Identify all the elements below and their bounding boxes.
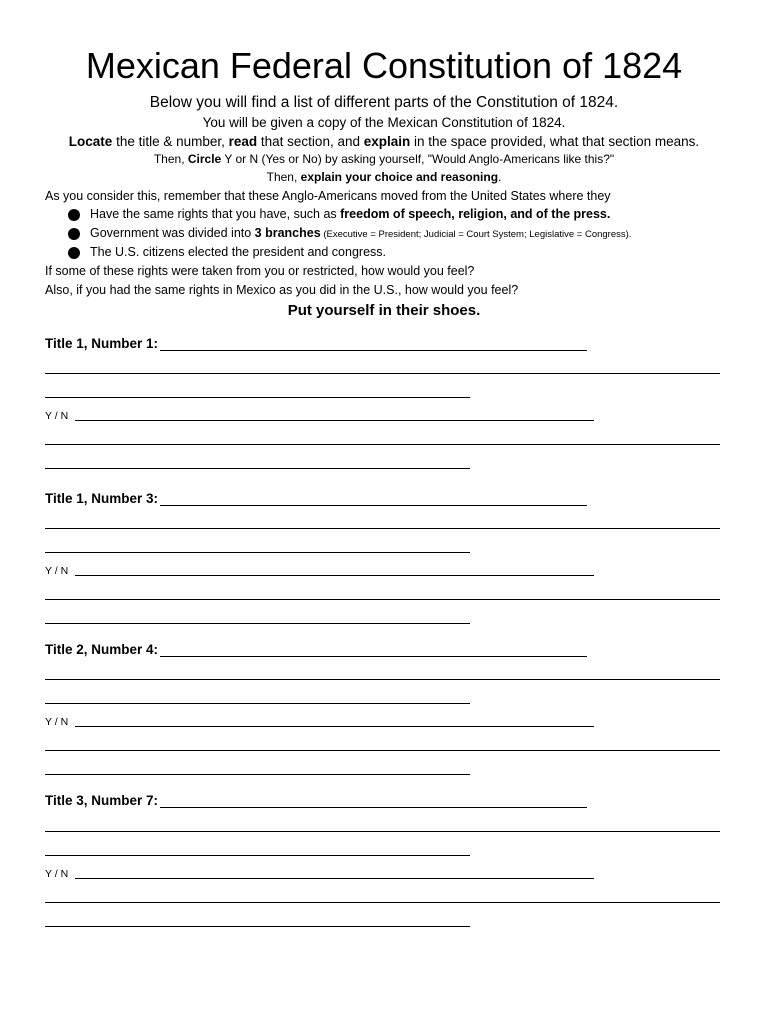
- yn-label[interactable]: Y / N: [45, 716, 69, 728]
- branches-note: (Executive = President; Judicial = Court System; Legislative = Congress).: [320, 229, 632, 240]
- bullet-bold: freedom of speech, religion, and of the press.: [340, 207, 611, 221]
- section-heading: [45, 335, 587, 352]
- answer-line[interactable]: [45, 679, 720, 680]
- explain-choice-phrase: explain your choice and reasoning: [300, 170, 499, 184]
- yn-label[interactable]: Y / N: [45, 565, 69, 577]
- instruction-text: that section, and: [257, 134, 364, 149]
- section-label: Title 2, Number 4:: [45, 642, 159, 657]
- explain-word: explain: [363, 134, 411, 149]
- answer-line[interactable]: [45, 444, 720, 445]
- title-answer-line[interactable]: [160, 505, 587, 506]
- bullet-bold: 3 branches: [254, 226, 321, 240]
- bullet-elections: The U.S. citizens elected the president and congress.: [90, 245, 386, 259]
- instruction-text: in the space provided, what that section means.: [410, 134, 700, 149]
- title-answer-line[interactable]: [160, 350, 587, 351]
- circle-word: Circle: [187, 152, 222, 166]
- yn-row: [45, 409, 594, 423]
- answer-line[interactable]: [45, 552, 470, 553]
- answer-line[interactable]: [45, 902, 720, 903]
- answer-line[interactable]: [45, 703, 470, 704]
- intro-text: As you consider this, remember that these Anglo-Americans moved from the United States where they: [45, 189, 611, 203]
- yn-label[interactable]: Y / N: [45, 410, 69, 422]
- reason-line[interactable]: [75, 420, 594, 421]
- answer-line[interactable]: [45, 373, 720, 374]
- question-1: If some of these rights were taken from you or restricted, how would you feel?: [45, 264, 475, 278]
- yn-row: [45, 564, 594, 578]
- instruction-line-2: You will be given a copy of the Mexican Constitution of 1824.: [202, 115, 566, 130]
- question-2: Also, if you had the same rights in Mexico as you did in the U.S., how would you feel?: [45, 283, 519, 297]
- yn-label[interactable]: Y / N: [45, 868, 69, 880]
- reason-line[interactable]: [75, 726, 594, 727]
- answer-line[interactable]: [45, 623, 470, 624]
- reason-line[interactable]: [75, 575, 594, 576]
- bullet-text: Have the same rights that you have, such as: [90, 207, 341, 221]
- section-label: Title 1, Number 1:: [45, 336, 159, 351]
- section-label: Title 1, Number 3:: [45, 491, 159, 506]
- read-word: read: [228, 134, 258, 149]
- instruction-text: Then,: [153, 152, 188, 166]
- section-label: Title 3, Number 7:: [45, 793, 159, 808]
- answer-line[interactable]: [45, 528, 720, 529]
- instruction-text: .: [498, 170, 502, 184]
- answer-line[interactable]: [45, 926, 470, 927]
- instruction-line-5: [0, 169, 768, 185]
- bullet-branches: [90, 225, 631, 243]
- answer-line[interactable]: [45, 774, 470, 775]
- instruction-line-3: [0, 133, 768, 150]
- section-heading: [45, 792, 587, 809]
- yn-row: [45, 867, 594, 881]
- answer-line[interactable]: [45, 599, 720, 600]
- section-heading: [45, 490, 587, 507]
- yn-row: [45, 715, 594, 729]
- answer-line[interactable]: [45, 831, 720, 832]
- section-heading: [45, 641, 587, 658]
- locate-word: Locate: [68, 134, 113, 149]
- answer-line[interactable]: [45, 397, 470, 398]
- answer-line[interactable]: [45, 855, 470, 856]
- title-answer-line[interactable]: [160, 656, 587, 657]
- instruction-text: Y or N (Yes or No) by asking yourself, "Would Anglo-Americans like this?": [221, 152, 615, 166]
- answer-line[interactable]: [45, 750, 720, 751]
- bullet-icon: [68, 209, 80, 221]
- bullet-icon: [68, 228, 80, 240]
- bullet-text: Government was divided into: [90, 226, 255, 240]
- page-title: Mexican Federal Constitution of 1824: [85, 45, 683, 86]
- instruction-text: the title & number,: [112, 134, 229, 149]
- instruction-line-1: Below you will find a list of different parts of the Constitution of 1824.: [149, 94, 619, 111]
- answer-line[interactable]: [45, 468, 470, 469]
- shoes-heading: Put yourself in their shoes.: [287, 302, 481, 319]
- reason-line[interactable]: [75, 878, 594, 879]
- instruction-line-4: [0, 151, 768, 167]
- bullet-icon: [68, 247, 80, 259]
- title-answer-line[interactable]: [160, 807, 587, 808]
- instruction-text: Then,: [266, 170, 301, 184]
- bullet-rights: [90, 206, 610, 222]
